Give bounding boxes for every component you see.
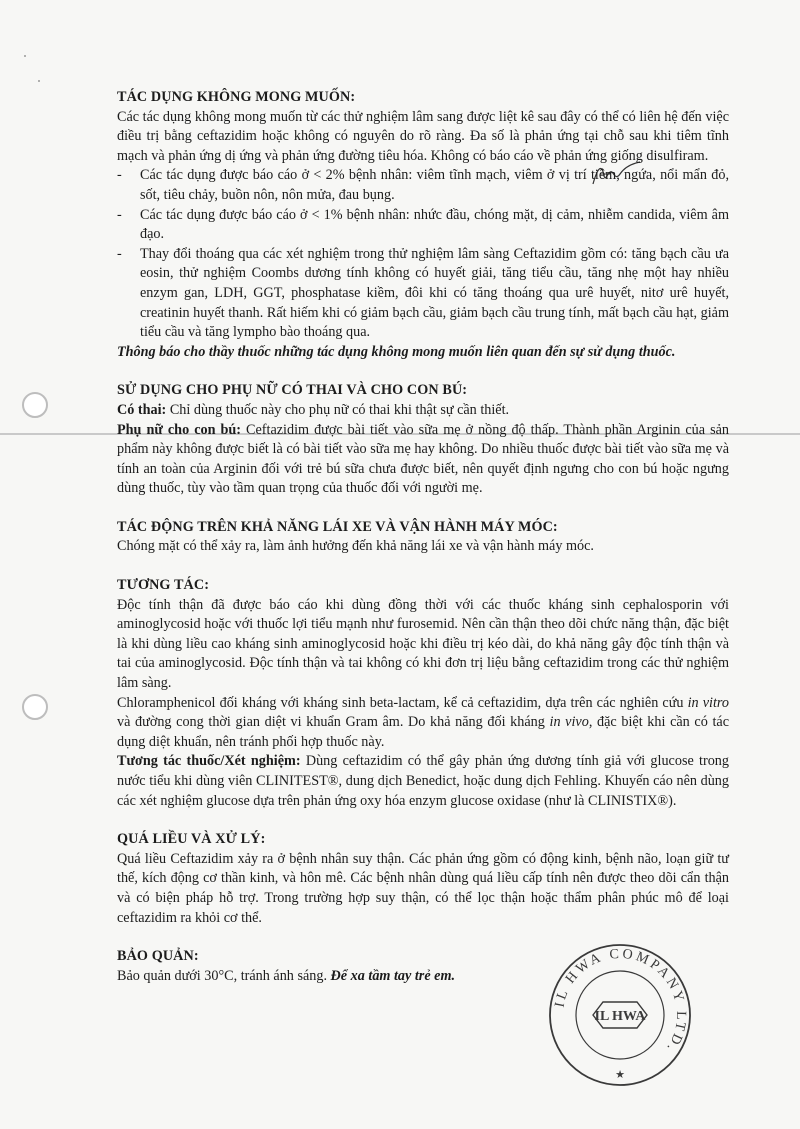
punch-hole-top — [22, 392, 48, 418]
lactation-paragraph — [117, 421, 729, 499]
bullet-dash: - — [117, 245, 122, 262]
interactions-paragraph-3 — [117, 752, 729, 811]
lactation-label: Phụ nữ cho con bú: — [117, 421, 241, 438]
bullet-dash: - — [117, 167, 122, 184]
driving-section — [117, 518, 729, 557]
driving-text: Chóng mặt có thể xảy ra, làm ảnh hưởng đến khả năng lái xe và vận hành máy móc. — [117, 538, 594, 555]
stamp-ring-text: IL HWA COMPANY LTD. — [552, 946, 689, 1057]
in-vivo-term: in vivo — [549, 714, 589, 731]
side-effects-section — [117, 88, 729, 362]
text-run: Chloramphenicol đối kháng với kháng sinh beta-lactam, kể cả ceftazidim, dựa trên các nghiên cứu — [117, 694, 688, 711]
stamp-star-icon: ★ — [615, 1068, 625, 1081]
side-effect-item: Các tác dụng được báo cáo ở < 2% bệnh nhân: viêm tĩnh mạch, viêm ở vị trí tiêm, ngứa, nổi mẩn đỏ, sốt, tiêu chảy, buồn nôn, nôn mửa, đau bụng. — [140, 167, 729, 203]
company-stamp — [545, 940, 695, 1090]
overdose-text: Quá liều Ceftazidim xảy ra ở bệnh nhân suy thận. Các phản ứng gồm có động kinh, bệnh não, loạn giữ tư thế, kích động cơ thần kinh, và hôn mê. Các bệnh nhân dùng quá liều cấp tính nên được theo dõi cẩn thận và có biện pháp hỗ trợ. Trong trường hợp suy thận, có thể lọc thận hoặc thẩm phân phúc mô để loại ceftazidim ra khỏi cơ thể. — [117, 850, 729, 926]
pregnant-text: Chỉ dùng thuốc này cho phụ nữ có thai khi thật sự cần thiết. — [166, 401, 510, 418]
interactions-heading: TƯƠNG TÁC: — [117, 577, 210, 594]
overdose-heading: QUÁ LIỀU VÀ XỬ LÝ: — [117, 831, 266, 848]
side-effect-item: Các tác dụng được báo cáo ở < 1% bệnh nhân: nhức đầu, chóng mặt, dị cảm, nhiễm candida, viêm âm đạo. — [140, 206, 729, 243]
pregnant-label: Có thai: — [117, 401, 167, 418]
list-item — [117, 166, 729, 205]
bullet-dash: - — [117, 206, 122, 223]
side-effects-intro: Các tác dụng không mong muốn từ các thử nghiệm lâm sang được liệt kê sau đây có thể có liên hệ đến việc điều trị bằng ceftazidim hoặc không có nguyên do rõ ràng. Đa số là phản ứng tại chỗ sau khi tiêm tĩnh mạch và phản ứng dị ứng và phản ứng đường tiêu hóa. Không có báo cáo về phản ứng giống disulfiram. — [117, 108, 729, 164]
punch-hole-bottom — [22, 694, 48, 720]
interactions-section — [117, 576, 729, 811]
document-body — [117, 88, 729, 986]
side-effects-note: Thông báo cho thầy thuốc những tác dụng không mong muốn liên quan đến sự sử dụng thuốc. — [117, 343, 676, 360]
pregnancy-section — [117, 381, 729, 499]
storage-warning: Để xa tầm tay trẻ em. — [330, 967, 456, 984]
side-effect-item: Thay đổi thoáng qua các xét nghiệm trong thử nghiệm lâm sàng Ceftazidim gồm có: tăng bạch cầu ưa eosin, thử nghiệm Coombs dương tính không có huyết giải, tăng tiểu cầu, tăng nhẹ một hay nhiều enzym gan, LDH, GGT, phosphatase kiềm, đôi khi có tăng thoáng qua urê huyết, nitơ urê huyết, creatinin huyết thanh. Rất hiếm khi có giảm bạch cầu, giảm bạch cầu trung tính, mất bạch cầu hạt, giảm tiểu cầu và tăng lympho bào thoáng qua. — [140, 245, 729, 341]
lab-test-text: Dùng ceftazidim có thể gây phản ứng dương tính giả với glucose trong nước tiểu khi dùng viên CLINITEST®, dung dịch Benedict, hoặc dung dịch Fehling. Khuyến cáo nên dùng các xét nghiệm glucose dựa trên phản ứng oxy hóa enzym glucose oxidase (như là CLINISTIX®). — [117, 753, 729, 809]
side-effects-heading: TÁC DỤNG KHÔNG MONG MUỐN: — [117, 89, 356, 105]
pregnancy-heading: SỬ DỤNG CHO PHỤ NỮ CÓ THAI VÀ CHO CON BÚ: — [117, 382, 468, 399]
interactions-paragraph-1: Độc tính thận đã được báo cáo khi dùng đồng thời với các thuốc kháng sinh cephalosporin với aminoglycosid hoặc với thuốc lợi tiểu mạnh như furosemid. Nên cần thận theo dõi chức năng thận, đặc biệt là khi dùng liều cao kháng sinh aminoglycosid hoặc khi điều trị kéo dài, do khả năng gây độc tính thận và tai của aminoglycosid. Độc tính thận và tai không có khi đơn trị liệu bằng ceftazidim trong các thử nghiệm lâm sàng. — [117, 596, 729, 692]
text-run: , đặc biệt khi cần có tác dụng diệt khuẩn, nên tránh phối hợp thuốc này. — [117, 714, 729, 750]
in-vitro-term: in vitro — [687, 694, 730, 711]
storage-text: Bảo quản dưới 30°C, tránh ánh sáng. — [117, 967, 331, 984]
storage-heading: BẢO QUẢN: — [117, 948, 199, 965]
lactation-text: Ceftazidim được bài tiết vào sữa mẹ ở nồng độ thấp. Thành phần Arginin của sản phẩm này không được biết là có bài tiết vào sữa mẹ hay không. Do nhiều thuốc được bài tiết vào sữa mẹ và tính an toàn của Arginin đối với trẻ bú sữa chưa được biết, nên quyết định ngưng cho con bú hoặc ngưng dùng thuốc, tùy vào tầm quan trọng của thuốc đối với người mẹ. — [117, 421, 729, 497]
stamp-center-text: IL HWA — [594, 1009, 646, 1024]
pregnancy-paragraph — [117, 401, 729, 421]
scan-speck — [24, 55, 26, 57]
text-run: và đường cong thời gian diệt vi khuẩn Gram âm. Do khả năng đối kháng — [117, 714, 550, 731]
list-item — [117, 206, 729, 245]
lab-test-label: Tương tác thuốc/Xét nghiệm: — [117, 753, 301, 770]
scan-speck — [38, 80, 40, 82]
driving-heading: TÁC ĐỘNG TRÊN KHẢ NĂNG LÁI XE VÀ VẬN HÀNH MÁY MÓC: — [117, 518, 558, 535]
overdose-section — [117, 830, 557, 850]
list-item — [117, 245, 729, 343]
interactions-paragraph-2 — [117, 694, 729, 753]
